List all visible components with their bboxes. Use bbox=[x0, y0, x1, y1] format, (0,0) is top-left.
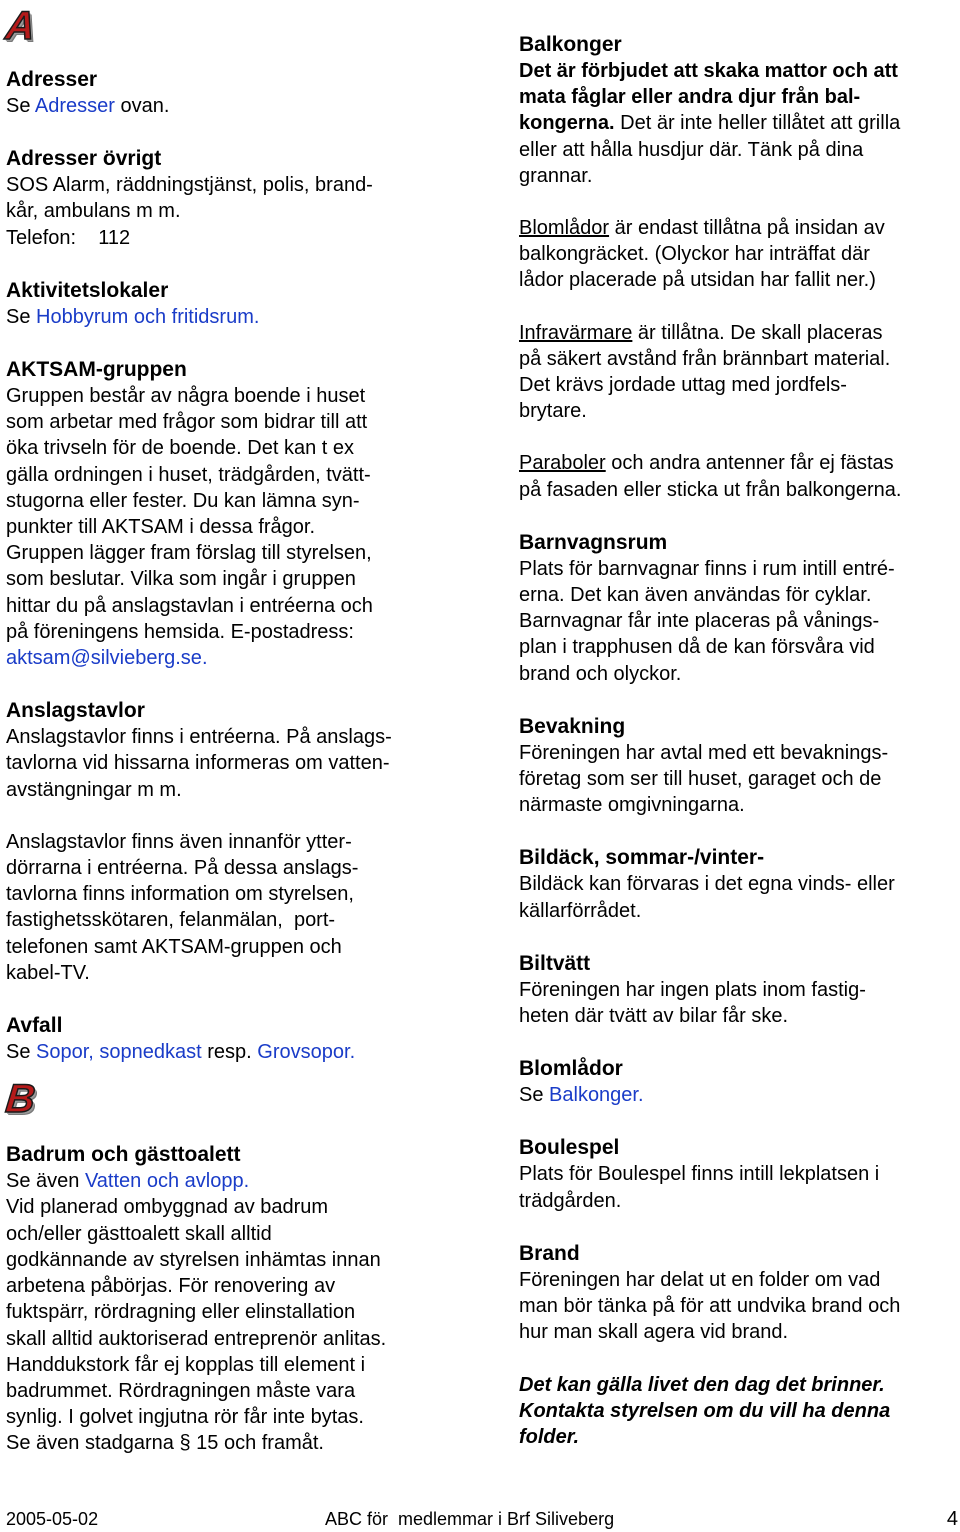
entry-adresser: Adresser Se Adresser ovan. bbox=[6, 66, 456, 119]
right-column bbox=[519, 31, 959, 1450]
page-number: 4 bbox=[946, 1508, 958, 1530]
paraboler-term: Paraboler bbox=[519, 452, 606, 475]
entry-heading: Balkonger bbox=[519, 33, 622, 56]
section-letter-a bbox=[3, 4, 456, 66]
entry-adresser-ovrigt: Adresser övrigt SOS Alarm, räddningstjänst, polis, brand- kår, ambulans m m. Telefon: 112 bbox=[6, 145, 456, 251]
infravarmare-term: Infravärmare bbox=[519, 321, 633, 344]
entry-heading: Aktivitetslokaler bbox=[6, 278, 169, 302]
link-grovsopor[interactable]: Grovsopor bbox=[257, 1041, 350, 1064]
entry-aktsam: AKTSAM-gruppen Gruppen består av några boende i huset som arbetar med frågor som bidrar till att öka trivseln för de boende. Det kan t ex gälla ordningen i huset, trädgården, tvätt- stugorna eller fester. Du kan lämna syn- punkter till AKTSAM i dessa frågor. Gruppen lägger fram förslag till styrelsen, som beslutar. Vilka som ingår i gruppen hittar du på anslagstavlan i entréerna och på föreningens hemsida. E-postadress: aktsam@silvieberg.se. bbox=[6, 356, 456, 671]
link-vatten-avlopp[interactable]: Vatten och avlopp bbox=[84, 1170, 244, 1193]
entry-avfall: Avfall Se Sopor, sopnedkast resp. Grovsopor. bbox=[6, 1012, 456, 1065]
link-adresser[interactable]: Adresser bbox=[34, 95, 115, 117]
entry-aktivitetslokaler: Aktivitetslokaler Se Hobbyrum och fritidsrum. bbox=[6, 277, 456, 330]
entry-blomlador: Blomlådor Se Balkonger. bbox=[519, 1055, 959, 1108]
entry-brand: Brand Föreningen har delat ut en folder om vad man bör tänka på för att undvika brand och hur man skall agera vid brand. Det kan gälla livet den dag det brinner. Kontakta styrelsen om du vill ha denna folder. bbox=[519, 1240, 959, 1450]
entry-heading: AKTSAM-gruppen bbox=[6, 358, 187, 382]
entry-barnvagnsrum: Barnvagnsrum Plats för barnvagnar finns i rum intill entré- erna. Det kan även användas för cyklar. Barnvagnar får inte placeras på vånings- plan i trapphusen då de kan försvåra vid brand och olyckor. bbox=[519, 529, 959, 687]
link-balkonger[interactable]: Balkonger bbox=[549, 1084, 638, 1107]
entry-heading: Adresser övrigt bbox=[6, 147, 162, 171]
footer-date: 2005-05-02 bbox=[6, 1509, 99, 1529]
entry-heading: Badrum och gästtoalett bbox=[6, 1143, 241, 1167]
entry-bildack: Bildäck, sommar-/vinter- Bildäck kan förvaras i det egna vinds- eller källarförrådet. bbox=[519, 844, 959, 923]
link-sopor[interactable]: Sopor, sopnedkast bbox=[36, 1041, 202, 1064]
telefon-line: Telefon: 112 bbox=[6, 226, 131, 249]
entry-heading: Bevakning bbox=[519, 714, 626, 738]
entry-heading: Blomlådor bbox=[519, 1057, 623, 1081]
entry-heading: Biltvätt bbox=[519, 951, 591, 975]
entry-boulespel: Boulespel Plats för Boulespel finns intill lekplatsen i trädgården. bbox=[519, 1134, 959, 1213]
entry-heading: Boulespel bbox=[519, 1136, 620, 1160]
entry-badrum: Badrum och gästtoalett Se även Vatten och avlopp. Vid planerad ombyggnad av badrum och/eller gästtoalett skall alltid godkännande av styrelsen inhämtas innan arbetena påbörjas. För renovering av fuktspärr, rördragning eller elinstallation skall alltid auktoriserad entreprenör anlitas. Handdukstork får ej kopplas till element i badrummet. Rördragningen måste vara synlig. I golvet ingjutna rör får inte bytas. Se även stadgarna § 15 och framåt. bbox=[6, 1141, 456, 1456]
blomlador-term: Blomlådor bbox=[519, 217, 610, 240]
letter-a-logo: A bbox=[3, 4, 38, 48]
section-letter-b bbox=[3, 1077, 456, 1141]
entry-heading: Bildäck, sommar-/vinter- bbox=[519, 846, 765, 870]
page-footer bbox=[6, 1506, 958, 1530]
entry-bevakning: Bevakning Föreningen har avtal med ett bevaknings- företag som ser till huset, garaget och de närmaste omgivningarna. bbox=[519, 713, 959, 819]
entry-heading: Brand bbox=[519, 1241, 580, 1265]
entry-anslagstavlor: Anslagstavlor Anslagstavlor finns i entréerna. På anslags- tavlorna vid hissarna informeras om vatten- avstängningar m m. Anslagstavlor finns även innanför ytter- dörrarna i entréerna. På dessa anslags- tavlorna finns information om styrelsen, fastighetsskötaren, felanmälan, port- telefonen samt AKTSAM-gruppen och kabel-TV. bbox=[6, 697, 456, 986]
entry-balkonger: Balkonger Det är förbjudet att skaka mattor och att mata fåglar eller andra djur från bal- kongerna. Det är inte heller tillåtet att grilla eller att hålla husdjur där. Tänk på dina grannar. Blomlådor är endast tillåtna på insidan av balkongräcket. (Olyckor har inträffat där lådor placerade på utsidan har fallit ner.) Infravärmare är tillåtna. De skall placeras på säkert avstånd från brännbart material. Det krävs jordade uttag med jordfels- brytare. Paraboler och andra antenner får ej fästas på fasaden eller sticka ut från balkongerna. bbox=[519, 31, 959, 503]
email-link[interactable]: aktsam@silvieberg.se bbox=[6, 647, 202, 670]
entry-heading: Barnvagnsrum bbox=[519, 530, 668, 554]
entry-heading: Avfall bbox=[6, 1014, 63, 1038]
letter-b-logo: B bbox=[3, 1077, 38, 1122]
entry-heading: Adresser bbox=[6, 68, 98, 91]
footer-title: ABC för medlemmar i Brf Siliveberg bbox=[325, 1509, 615, 1529]
left-column bbox=[3, 0, 456, 1457]
entry-heading: Anslagstavlor bbox=[6, 699, 145, 723]
entry-biltvatt: Biltvätt Föreningen har ingen plats inom fastig- heten där tvätt av bilar får ske. bbox=[519, 950, 959, 1029]
link-hobbyrum[interactable]: Hobbyrum och fritidsrum bbox=[36, 305, 254, 328]
